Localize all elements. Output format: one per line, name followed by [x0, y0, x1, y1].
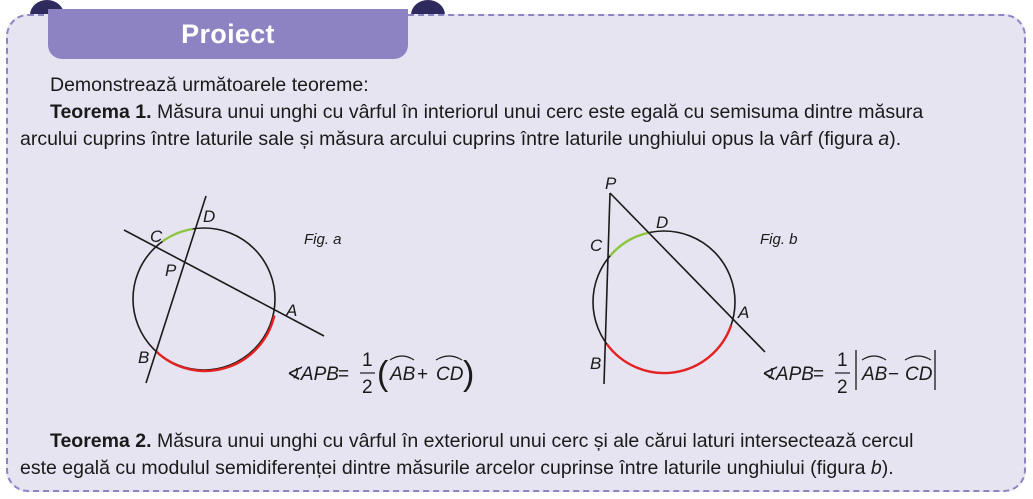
figure-b: [590, 174, 935, 398]
fig-a-rparen: ): [463, 355, 475, 393]
theorem1-text2: arcului cuprins între laturile sale și măsura arcului cuprins între laturile unghiului opus la vârf (figura: [20, 128, 879, 150]
fig-a-label-c: C: [150, 227, 163, 246]
theorem1-text2-end: ).: [889, 128, 902, 150]
theorem2-text1: Măsura unui unghi cu vârful în exteriorul unui cerc și ale cărui laturi intersectează cercul: [151, 430, 914, 452]
fig-b-label-b: B: [590, 354, 602, 373]
fig-b-formula-den: 2: [837, 377, 848, 398]
fig-b-formula-num: 1: [837, 350, 848, 371]
fig-b-arc-ab: [607, 325, 731, 373]
fig-b-formula-eq: =: [813, 364, 825, 385]
fig-b-formula-arc1: AB: [862, 364, 888, 385]
theorem2-text2: este egală cu modulul semidiferenței dintre măsurile arcelor cuprinse între laturile unghiului (figura: [20, 457, 871, 479]
fig-a-label-b: B: [138, 348, 150, 367]
fig-b-formula-arc2: CD: [905, 364, 933, 385]
figure-a: [124, 196, 474, 398]
fig-a-label-p: P: [165, 261, 177, 280]
fig-b-caption: Fig. b: [760, 231, 798, 248]
fig-a-line-db: [146, 196, 206, 383]
fig-b-label-p: P: [605, 174, 617, 193]
fig-b-label-d: D: [656, 213, 669, 232]
fig-b-formula-angle: ∢APB: [760, 364, 814, 385]
theorem2-text2-end: ).: [881, 457, 894, 479]
fig-b-line-pb: [604, 193, 610, 384]
fig-a-formula-eq: =: [338, 364, 350, 385]
fig-a-formula-arc2: CD: [436, 364, 464, 385]
fig-a-formula-arc1: AB: [390, 364, 416, 385]
fig-a-label-a: A: [286, 301, 298, 320]
fig-a-lparen: (: [377, 355, 389, 393]
intro-text: Demonstrează următoarele teoreme:: [50, 74, 369, 96]
fig-a-caption: Fig. a: [304, 231, 342, 248]
fig-a-label-d: D: [203, 207, 216, 226]
fig-b-formula-op: −: [888, 364, 900, 385]
fig-b-arc-cd: [610, 232, 650, 255]
theorem2-fig-ref: b: [870, 457, 882, 479]
theorem1-text1: Măsura unui unghi cu vârful în interiorul unui cerc este egală cu semisuma dintre măsura: [151, 101, 924, 123]
fig-b-line-pa: [610, 193, 765, 352]
fig-b-label-c: C: [590, 236, 603, 255]
fig-a-arc-cd: [163, 229, 193, 241]
theorem2-label: Teorema 2.: [50, 430, 152, 452]
fig-a-formula-num: 1: [362, 350, 373, 371]
fig-a-formula-angle: ∢APB: [285, 364, 339, 385]
theorem1-label: Teorema 1.: [50, 101, 152, 123]
fig-a-arc-mark-ab: [390, 356, 414, 360]
fig-b-arc-mark-cd: [905, 356, 931, 360]
fig-a-formula-op: +: [417, 364, 429, 385]
project-title: Proiect: [181, 18, 275, 49]
fig-b-arc-mark-ab: [862, 356, 886, 360]
fig-b-label-a: A: [738, 303, 750, 322]
fig-a-formula-den: 2: [362, 377, 373, 398]
fig-a-arc-mark-cd: [436, 356, 462, 360]
theorem1-fig-ref: a: [878, 128, 890, 150]
fig-a-arc-ab: [156, 316, 274, 371]
